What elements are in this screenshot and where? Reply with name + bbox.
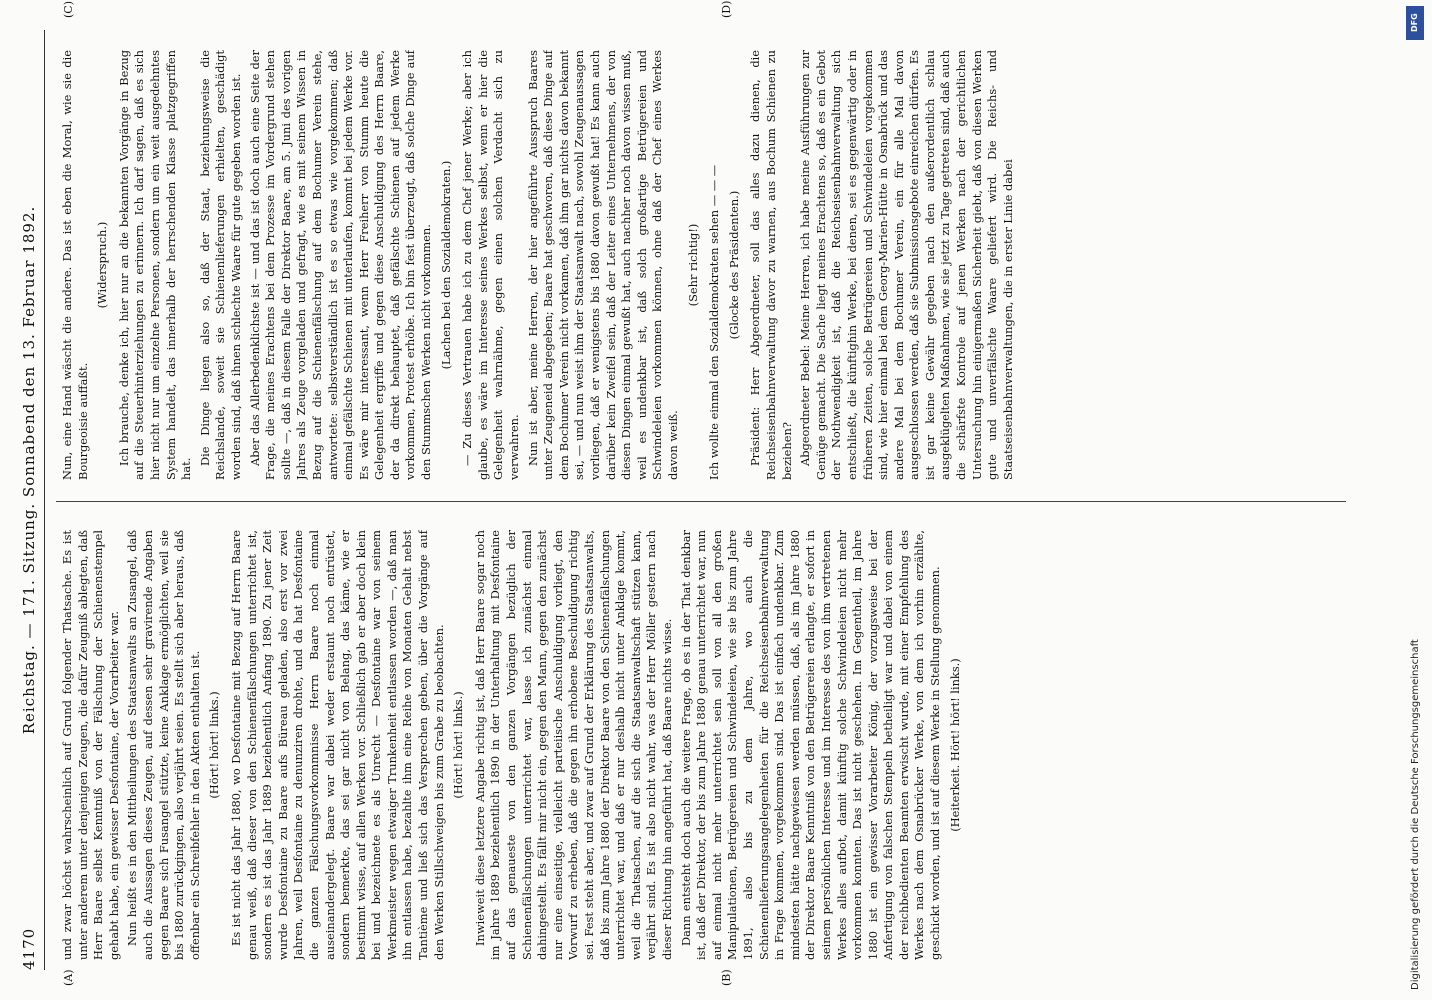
- interjection: (Sehr richtig!): [685, 223, 700, 307]
- paragraph: Ich wollte einmal den Sozialdemokraten sehen — — —: [707, 164, 722, 480]
- running-head: Reichstag. — 171. Sitzung. Sonnabend den 13. Februar 1892.: [20, 205, 38, 735]
- dfg-logo: DFG: [1406, 6, 1424, 40]
- paragraph: — Zu dieses Vertrauen habe ich zu dem Chef jener Werke; aber ich glaube, es wäre im Interesse seines Werkes selbst, wenn er hier die Gelegenheit wahrnähme, gegen einen solchen Verdacht sich zu verwahren.: [460, 50, 522, 480]
- paragraph: Präsident: Herr Abgeordneter, soll das alles dazu dienen, die Reichseisenbahnverwaltung davor zu warnen, aus Bochum Schienen zu beziehen?: [748, 50, 794, 480]
- paragraph: Dann entsteht doch auch die weitere Frage, ob es in der That denkbar ist, daß der Direktor, der bis zum Jahre 1880 genau unterrichtet war, nun auf einmal nicht mehr unterrichtet sein soll von all den großen Manipulationen, Betrügereien und Schwindeleien, wie sie bis zum Jahre 1891, also bis zu dem Jahre, wo auch die Schienenlieferungsangelegenheiten für die Reichseisenbahnverwaltung in Frage kommen, vorgekommen sind. Das ist einfach undenkbar. Zum mindesten hätte nachgewiesen werden müssen, daß, als im Jahre 1880 der Direktor Baare Kenntniß von den Betrügereien erlangte, er sofort in seinem persönlichen Interesse und im Interesse des von ihm vertretenen Werkes alles aufbot, damit künftig solche Schwindeleien nicht mehr vorkommen konnten. Das ist nicht geschehen. Im Gegentheil, im Jahre 1880 ist ein gewisser Vorarbeiter König, der vorzugsweise bei der Anfertigung von falschen Stempeln betheiligt war und dabei von einem der reichbedienten Beamten erwischt wurde, mit einer Empfehlung des Werkes nach dem Osnabrücker Werke, von dem ich vorhin erzählte, geschickt worden, und ist auf diesem Werke in Stellung genommen.: [678, 530, 943, 960]
- interjection: (Widerspruch.): [95, 221, 110, 309]
- paragraph: Aber das Allerbedenklichste ist — und das ist doch auch eine Seite der Frage, die meines Erachtens bei dem Prozesse im Vordergrund stehen sollte —, daß in diesem Falle der Direktor Baare, am 5. Juni des vorigen Jahres als Zeuge vorgeladen und gefragt, wie es mit seinem Wissen in Bezug auf die Schienenfälschung auf dem Bochumer Verein stehe, antwortete: selbstverständlich ist es so etwas wie vorgekommen; daß einmal gefälschte Schienen mit unterlaufen, kommt bei jedem Werke vor. Es wäre mir interessant, wenn Herr Freiherr von Stumm heute die Gelegenheit ergriffe und gegen diese Anschuldigung des Herrn Baare, der da direkt behauptet, daß gefälschte Schienen auf jedem Werke vorkommen, Protest erhöbe. Ich bin fest überzeugt, daß solche Dinge auf den Stummschen Werken nicht vorkommen.: [247, 50, 434, 480]
- interjection: (Heiterkeit. Hört! hört! links.): [947, 658, 962, 832]
- paragraph: und zwar höchst wahrscheinlich auf Grund folgender Thatsache. Es ist unter anderem unter denjenigen Zeugen, die dafür Zeugniß ablegten, daß Herr Baare selbst Kenntniß von der Fälschung der Schienenstempel gehabt habe, ein gewisser Desfontaine, der Vorarbeiter war.: [60, 530, 121, 960]
- margin-marker-c: (C): [62, 1, 75, 18]
- left-column: [60, 530, 1340, 960]
- margin-marker-b: (B): [720, 969, 733, 986]
- interjection: (Hört! hört! links.): [451, 691, 466, 799]
- margin-marker-d: (D): [720, 0, 733, 18]
- header-rule: [44, 30, 45, 970]
- paragraph: Die Dinge liegen also so, daß der Staat, beziehungsweise die Reichslande, soweit sie Schienenlieferungen erhielten, geschädigt worden sind, daß ihnen schlechte Waare für gute gegeben worden ist.: [197, 50, 243, 480]
- column-divider: [56, 501, 1346, 502]
- margin-marker-a: (A): [62, 969, 75, 986]
- paragraph: Inwieweit diese letztere Angabe richtig ist, daß Herr Baare sogar noch im Jahre 1889 beziehentlich 1890 in der Unterhaltung mit Desfontaine auf das genaueste von den ganzen Vorgängen bezüglich der Schienenfälschungen unterrichtet war, lasse ich zunächst einmal dahingestellt. Es fällt mir nicht ein, gegen den Mann, gegen den zunächst nur eine einseitige, vielleicht parteiische Anschuldigung vorliegt, den Vorwurf zu erheben, daß die gegen ihn erhobene Beschuldigung richtig sei. Fest steht aber, und zwar auf Grund der Erklärung des Staatsanwalts, daß bis zum Jahre 1880 der Direktor Baare von den Schienenfälschungen unterrichtet war, und daß er nur deshalb nicht unter Anklage kommt, weil die Thatsachen, auf die sich die Staatsanwaltschaft stützen kann, verjährt sind. Es ist also nicht wahr, was der Herr Möller gestern nach dieser Richtung hin angeführt hat, daß Baare nichts wisse.: [472, 530, 674, 960]
- credit-text: Digitalisierung gefördert durch die Deutsche Forschungsgemeinschaft: [1410, 639, 1421, 990]
- paragraph: Nun ist aber, meine Herren, der hier angeführte Ausspruch Baares unter Zeugeneid abgegeben; Baare hat geschworen, daß diese Dinge auf dem Bochumer Verein nicht vorkamen, daß ihm gar nichts davon bekannt sei, — und nun weist ihm der Staatsanwalt nach, sowohl Zeugenaussagen vorliegen, daß er wenigstens bis 1880 davon gewußt hat! Es kann auch darüber kein Zweifel sein, daß der Leiter eines Unternehmens, der von diesen Dingen einmal gewußt hat, auch nachher noch davon wissen muß, weil es undenkbar ist, daß solch großartige Betrügereien und Schwindeleien vorkommen können, ohne daß der Chef eines Werkes davon weiß.: [525, 50, 680, 480]
- interjection: (Glocke des Präsidenten.): [726, 190, 741, 340]
- paragraph: Es ist nicht das Jahr 1880, wo Desfontaine mit Bezug auf Herrn Baare genau weiß, daß dieser von den Schienenfälschungen unterrichtet ist, sondern es ist das Jahr 1889 beziehentlich Anfang 1890. Zu jener Zeit wurde Desfontaine zu Baare aufs Büreau geladen, also erst vor zwei Jahren, weil Desfontaine zu denunziren drohte, und da hat Desfontaine die ganzen Fälschungsvorkommnisse Herrn Baare noch einmal auseinandergelegt. Baare war dabei weder erstaunt noch entrüstet, sondern bemerkte, das sei gar nicht von Belang, das käme, wie er bestimmt wisse, auf allen Werken vor. Schließlich gab er aber doch klein bei und bezeichnete es als Unrecht — Desfontaine war von seinem Werkmeister wegen etwaiger Trunkenheit entlassen worden —, daß man ihn entlassen habe, bezahlte ihm eine Reihe von Monaten Gehalt nebst Tantième und ließ sich das Versprechen geben, über die Vorgänge auf den Werken Stillschweigen bis zum Grabe zu beobachten.: [228, 530, 446, 960]
- right-column: [60, 50, 1340, 480]
- paragraph: Nun heißt es in den Mittheilungen des Staatsanwalts an Zusangel, daß auch die Aussagen dieses Zeugen, auf dessen sehr gravirende Angaben gegen Baare sich Fusangel stützte, keine Anklage ermöglichten, weil sie bis 1880 zurückgingen, also verjährt seien. Es stellt sich aber heraus, daß offenbar ein Schreibfehler in den Akten enthalten ist.: [125, 530, 202, 960]
- page-header: [12, 30, 48, 970]
- interjection: (Lachen bei den Sozialdemokraten.): [438, 160, 453, 370]
- digitization-credit: [1404, 10, 1424, 990]
- page-number: 4170: [20, 927, 38, 970]
- paragraph: Nun, eine Hand wäscht die andere. Das ist eben die Moral, wie sie die Bourgeoisie auffaßt.: [60, 50, 90, 480]
- interjection: (Hört! hört! links.): [207, 691, 222, 799]
- paragraph: Abgeordneter Bebel: Meine Herren, ich habe meine Ausführungen zur Genüge gemacht. Die Sache liegt meines Erachtens so, daß es ein Gebot der Nothwendigkeit ist, daß die Reichseisenbahnverwaltung sich entschließt, die künftighin Werke, bei denen, sei es gegenwärtig oder in früheren Zeiten, solche Betrügereien und Schwindeleien vorgekommen sind, wie hier einmal bei dem Georg-Marien-Hütte in Osnabrück und das andere Mal bei dem Bochumer Verein, ein für alle Mal davon ausgeschlossen werden, daß sie Submissionsgebote einreichen dürfen. Es ist gar keine Gewähr gegeben nach den außerordentlich schlau ausgeklügelten Maßnahmen, wie sie jetzt zu Tage getreten sind, daß auch die schärfste Kontrole auf jenen Werken nach der gerichtlichen Untersuchung hin einigermaßen Sicherheit giebt, daß von diesen Werken gute und unverfälschte Waare geliefert wird. Die Reichs- und Staatseisenbahnverwaltungen, die in erster Linie dabei: [798, 50, 1015, 480]
- paragraph: Ich brauche, denke ich, hier nur an die bekannten Vorgänge in Bezug auf die Steuerhinterziehungen zu erinnern. Ich darf sagen, daß es sich hier nicht nur um einzelne Personen, sondern um ein weit ausgedehntes System handelt, das innerhalb der herrschenden Klasse platzgegriffen hat.: [116, 50, 194, 480]
